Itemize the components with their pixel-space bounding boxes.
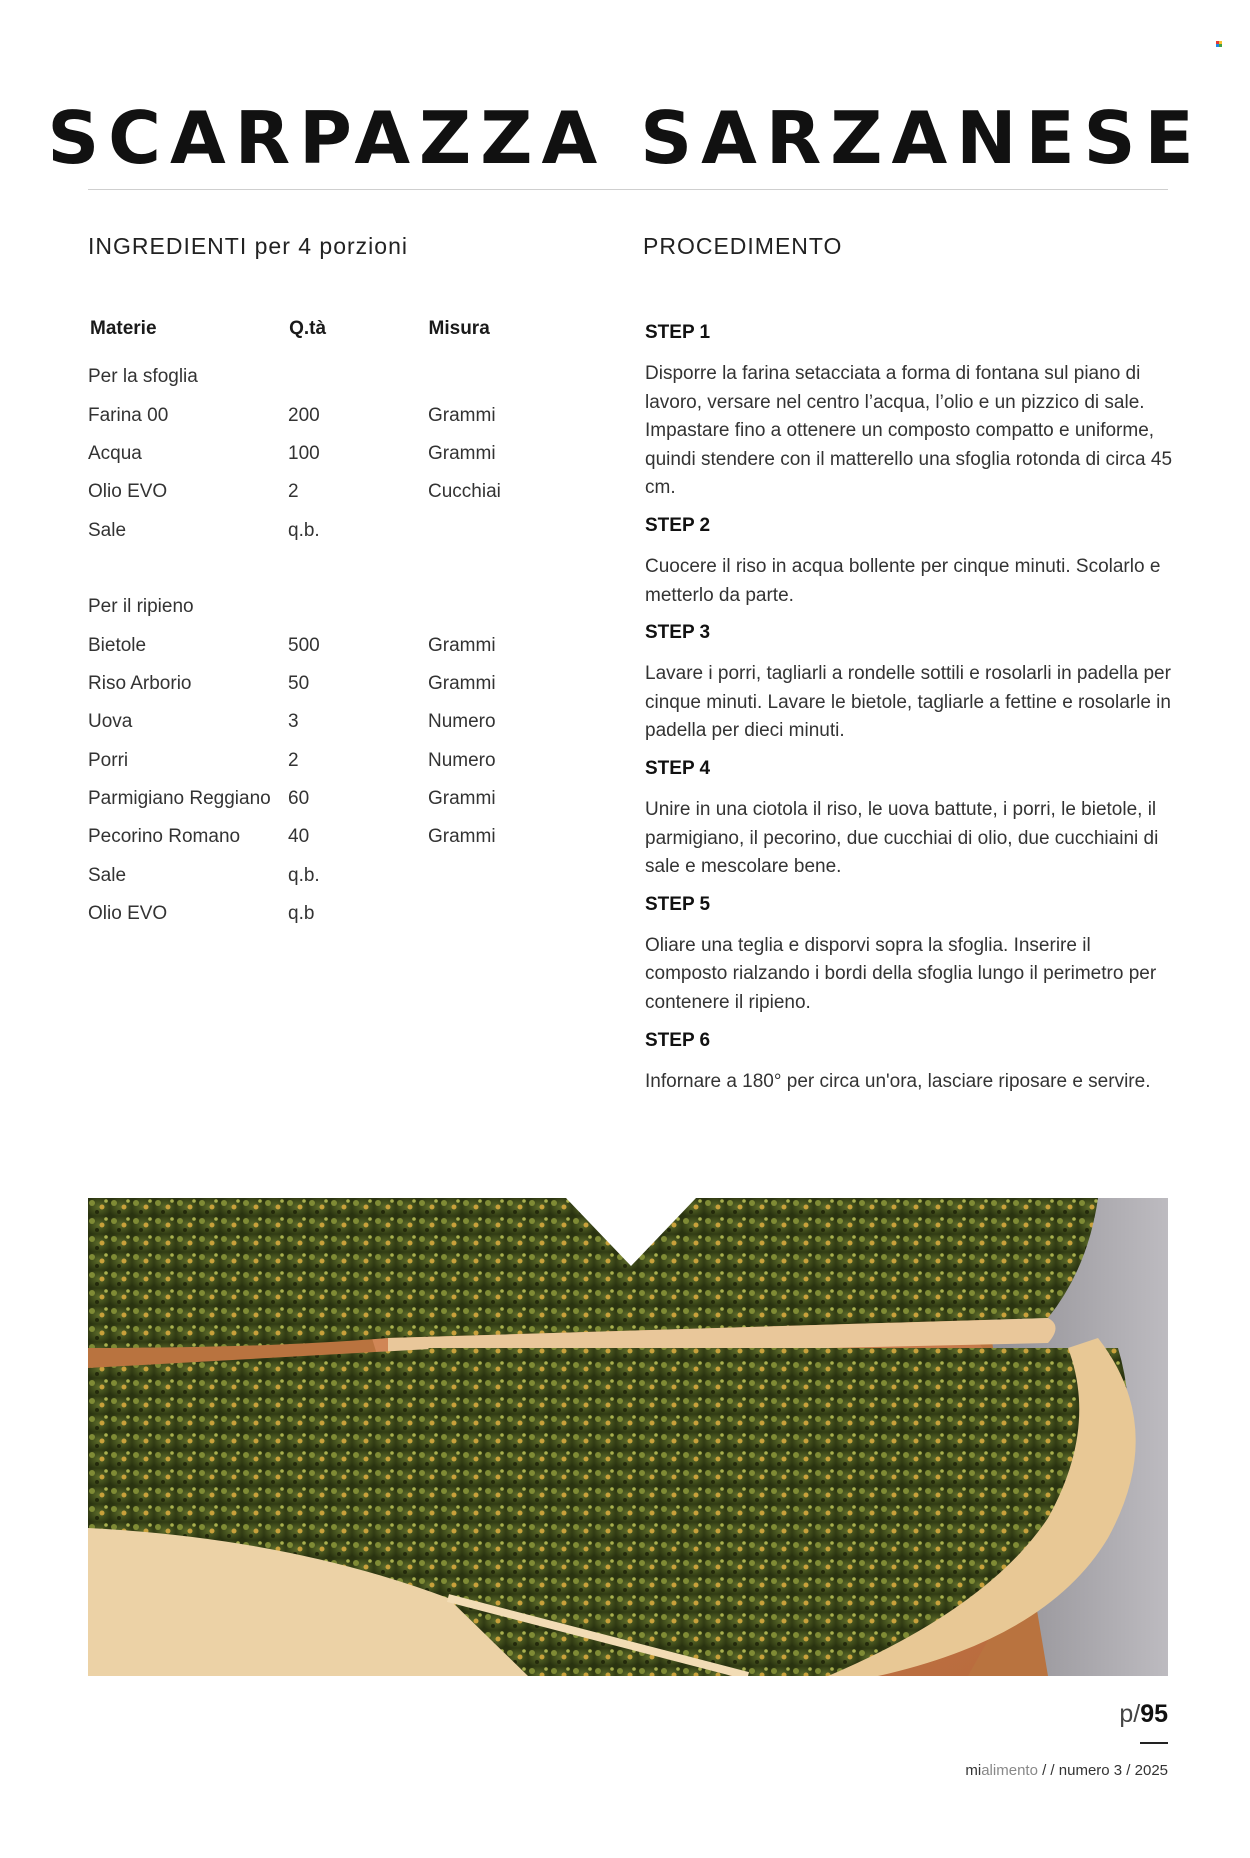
ingredient-row [88, 626, 548, 664]
ingredients-body [88, 358, 548, 933]
ingredient-unit: Grammi [428, 442, 496, 464]
ingredient-unit: Grammi [428, 788, 496, 810]
ingredient-name: Porri [88, 749, 129, 771]
ingredient-unit: Grammi [428, 672, 496, 694]
ingredient-name: Parmigiano Reggiano [88, 788, 271, 810]
ingredient-quantity: 50 [288, 672, 310, 694]
ingredient-unit: Cucchiai [428, 481, 501, 503]
ingredient-unit: Numero [428, 749, 496, 771]
procedure-heading: PROCEDIMENTO [643, 233, 843, 259]
ingredient-name: Olio EVO [88, 903, 168, 925]
ingredient-unit: Grammi [428, 634, 496, 656]
step-title: STEP 2 [645, 514, 711, 536]
ingredient-unit: Numero [428, 711, 496, 733]
step-title: STEP 5 [645, 893, 711, 915]
issue-info: / / numero 3 / 2025 [1037, 1762, 1168, 1779]
step-title: STEP 6 [645, 1029, 711, 1051]
ingredient-quantity: 60 [288, 788, 310, 810]
page-number [1119, 1700, 1168, 1729]
ingredient-unit: Grammi [428, 826, 496, 848]
step-text: Cuocere il riso in acqua bollente per cinque minuti. Scolarlo e metterlo da parte. [645, 555, 1161, 606]
ingredient-quantity: 2 [288, 481, 299, 503]
procedure-steps [645, 322, 1175, 1108]
ingredient-quantity: 200 [288, 404, 320, 426]
step-text: Disporre la farina setacciata a forma di fontana sul piano di lavoro, versare nel centro l’acqua, l’olio e un pizzico di sale. Impastare fino a ottenere un composto compatto e uniforme, quindi stendere con il matterello una sfoglia rotonda di circa 45 cm. [645, 363, 1173, 499]
step-text: Lavare i porri, tagliarli a rondelle sottili e rosolarli in padella per cinque minuti. Lavare le bietole, tagliarle a fettine e rosolarle in padella per dieci minuti. [645, 663, 1171, 742]
ingredient-row [88, 435, 548, 473]
color-mark-icon [1216, 36, 1224, 44]
step-title: STEP 1 [645, 322, 711, 343]
ingredient-quantity: 500 [288, 634, 320, 656]
ingredient-quantity: 100 [288, 442, 320, 464]
ingredient-name: Pecorino Romano [88, 826, 241, 848]
ingredient-name: Bietole [88, 634, 147, 656]
ingredient-row [88, 396, 548, 434]
column-header-quantita: Q.tà [289, 318, 327, 339]
ingredient-row [88, 742, 548, 780]
ingredient-row [88, 473, 548, 511]
ingredient-row [88, 818, 548, 856]
magazine-footer [965, 1762, 1168, 1779]
ingredient-row [88, 895, 548, 933]
ingredient-row [88, 780, 548, 818]
ingredient-group-label: Per la sfoglia [88, 366, 198, 388]
recipe-title: SCARPAZZA SARZANESE [47, 96, 1203, 180]
column-header-materie: Materie [90, 318, 157, 339]
ingredients-table [88, 318, 548, 933]
ingredient-name: Uova [88, 711, 133, 733]
ingredient-quantity: 3 [288, 711, 299, 733]
page-number-underline [1140, 1742, 1168, 1744]
step-text: Infornare a 180° per circa un'ora, lasciare riposare e servire. [645, 1070, 1151, 1092]
page-number-value: 95 [1140, 1700, 1168, 1728]
ingredient-unit: Grammi [428, 404, 496, 426]
ingredients-header-row [88, 318, 548, 358]
ingredient-group-label: Per il ripieno [88, 596, 194, 618]
title-divider [88, 189, 1168, 190]
page-prefix: p/ [1119, 1700, 1141, 1728]
step-text: Oliare una teglia e disporvi sopra la sfoglia. Inserire il composto rialzando i bordi della sfoglia lungo il perimetro per contenere il ripieno. [645, 934, 1157, 1013]
ingredient-name: Acqua [88, 442, 142, 464]
ingredient-quantity: q.b [288, 903, 315, 925]
ingredient-quantity: q.b. [288, 864, 320, 886]
ingredient-row [88, 665, 548, 703]
brand-alimento: alimento [981, 1762, 1038, 1779]
ingredient-quantity: 40 [288, 826, 310, 848]
step-title: STEP 3 [645, 622, 711, 644]
brand-mi: mi [965, 1762, 982, 1779]
ingredient-row [88, 512, 548, 550]
group-spacer [88, 550, 548, 588]
ingredients-heading: INGREDIENTI per 4 porzioni [88, 233, 408, 259]
step-title: STEP 4 [645, 757, 711, 779]
ingredient-name: Sale [88, 519, 127, 541]
scarpazza-photo [88, 1198, 1168, 1676]
ingredient-name: Olio EVO [88, 481, 168, 503]
step-text: Unire in una ciotola il riso, le uova battute, i porri, le bietole, il parmigiano, il pecorino, due cucchiai di olio, due cucchiaini di sale e mescolare bene. [645, 798, 1159, 878]
ingredient-name: Sale [88, 864, 127, 886]
ingredient-row [88, 857, 548, 895]
ingredient-row [88, 703, 548, 741]
ingredient-quantity: 2 [288, 749, 299, 771]
column-header-misura: Misura [428, 318, 490, 339]
ingredient-quantity: q.b. [288, 519, 320, 541]
ingredient-name: Farina 00 [88, 404, 169, 426]
ingredient-name: Riso Arborio [88, 672, 192, 694]
